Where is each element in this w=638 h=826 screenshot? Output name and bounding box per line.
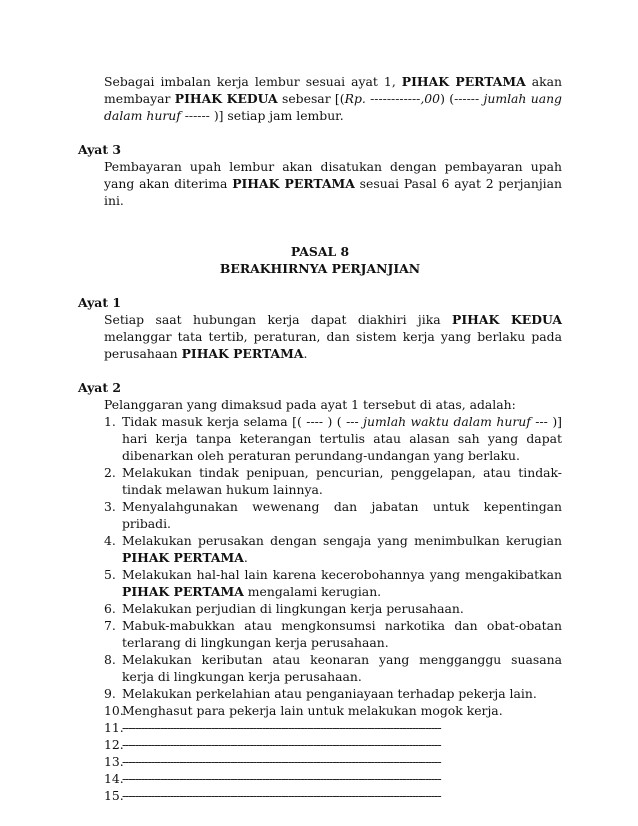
blank-line: ---------------------------------------------------------------------------------------------------- [122,771,441,786]
bold-party: PIHAK PERTAMA [122,584,244,599]
item-text: Melakukan tindak penipuan, pencurian, penggelapan, atau tindak-tindak melawan hukum lainnya. [122,465,562,497]
text-span: sebesar [( [277,91,345,106]
text-span: Melakukan perusakan dengan sengaja yang menimbulkan kerugian [122,533,562,548]
item-number: 9. [104,686,116,701]
item-text: Melakukan keributan atau keonaran yang mengganggu suasana kerja di lingkungan kerja perusahaan. [122,652,562,684]
text-span: . [303,346,308,361]
item-number: 14. [104,771,124,786]
item-number: 6. [104,601,116,616]
bold-party: PIHAK PERTAMA [232,176,355,191]
item-number: 10. [104,703,124,718]
list-item-placeholder [104,770,562,787]
item-text: Melakukan perjudian di lingkungan kerja perusahaan. [122,601,464,616]
bold-party: PIHAK KEDUA [174,91,278,106]
text-span: akan membayar [104,74,563,106]
text-span: Tidak masuk kerja selama [( ---- ) ( --- [122,414,364,429]
item-number: 1. [104,414,116,429]
duration-placeholder: jumlah waktu dalam huruf [363,414,531,429]
item-number: 4. [104,533,116,548]
ayat1-heading: Ayat 1 [78,295,121,310]
list-item-placeholder [104,736,562,753]
item-number: 5. [104,567,116,582]
item-number: 15. [104,788,124,803]
ayat2-heading: Ayat 2 [78,380,121,395]
list-item-placeholder [104,787,562,804]
text-span: Pembayaran upah lembur akan disatukan dengan pembayaran upah yang akan diterima [104,159,562,191]
violation-list [78,413,562,804]
list-item [104,498,562,532]
bold-party: PIHAK PERTAMA [401,74,526,89]
blank-line: ---------------------------------------------------------------------------------------------------- [122,788,441,803]
text-span: ) ( [440,91,455,106]
item-number: 7. [104,618,116,633]
item-number: 3. [104,499,116,514]
text-span: --- )] hari kerja tanpa keterangan tertulis atau alasan sah yang dapat dibenarkan oleh peraturan perundang-undangan yang berlaku. [122,414,563,463]
bold-party: PIHAK PERTAMA [122,550,244,565]
list-item [104,685,562,702]
list-item [104,600,562,617]
ayat1-paragraph [104,311,562,362]
item-text: Menghasut para pekerja lain untuk melakukan mogok kerja. [122,703,503,718]
list-item-placeholder [104,753,562,770]
list-item-placeholder [104,719,562,736]
text-span: . [243,550,248,565]
list-item [104,566,562,600]
item-text: Melakukan perkelahian atau penganiayaan terhadap pekerja lain. [122,686,537,701]
pasal-subtitle: BERAKHIRNYA PERJANJIAN [219,261,421,276]
document-body [78,73,562,804]
list-item [104,702,562,719]
list-item [104,651,562,685]
list-item [104,464,562,498]
text-span: )] setiap jam lembur. [209,108,344,123]
list-item [104,617,562,651]
item-number: 13. [104,754,124,769]
item-number: 8. [104,652,116,667]
blank-line: ---------------------------------------------------------------------------------------------------- [122,737,441,752]
text-span: Sebagai imbalan kerja lembur sesuai ayat 1, [104,74,402,89]
list-item [104,413,562,464]
blank-line: ---------------------------------------------------------------------------------------------------- [122,720,441,735]
overtime-pay-paragraph [104,73,562,124]
item-text: Mabuk-mabukkan atau mengkonsumsi narkotika dan obat-obatan terlarang di lingkungan kerja perusahaan. [122,618,562,650]
bold-party: PIHAK KEDUA [452,312,562,327]
text-span: Melakukan hal-hal lain karena kecerobohannya yang mengakibatkan [122,567,562,582]
bold-party: PIHAK PERTAMA [181,346,304,361]
ayat2-intro: Pelanggaran yang dimaksud pada ayat 1 tersebut di atas, adalah: [104,397,516,412]
item-number: 12. [104,737,124,752]
text-span: mengalami kerugian. [243,584,382,599]
item-number: 2. [104,465,116,480]
amount-words-placeholder: ------ jumlah uang dalam huruf ------ [104,91,562,123]
amount-placeholder: Rp. ------------,00 [344,91,441,106]
pasal-title: PASAL 8 [290,244,350,259]
item-number: 11. [104,720,124,735]
item-text: Menyalahgunakan wewenang dan jabatan untuk kepentingan pribadi. [122,499,562,531]
text-span: sesuai Pasal 6 ayat 2 perjanjian ini. [104,176,563,208]
list-item [104,532,562,566]
ayat3-heading: Ayat 3 [78,142,121,157]
text-span: Setiap saat hubungan kerja dapat diakhiri jika [104,312,453,327]
ayat3-paragraph [104,158,562,209]
blank-line: ---------------------------------------------------------------------------------------------------- [122,754,441,769]
text-span: melanggar tata tertib, peraturan, dan sistem kerja yang berlaku pada perusahaan [104,329,562,361]
